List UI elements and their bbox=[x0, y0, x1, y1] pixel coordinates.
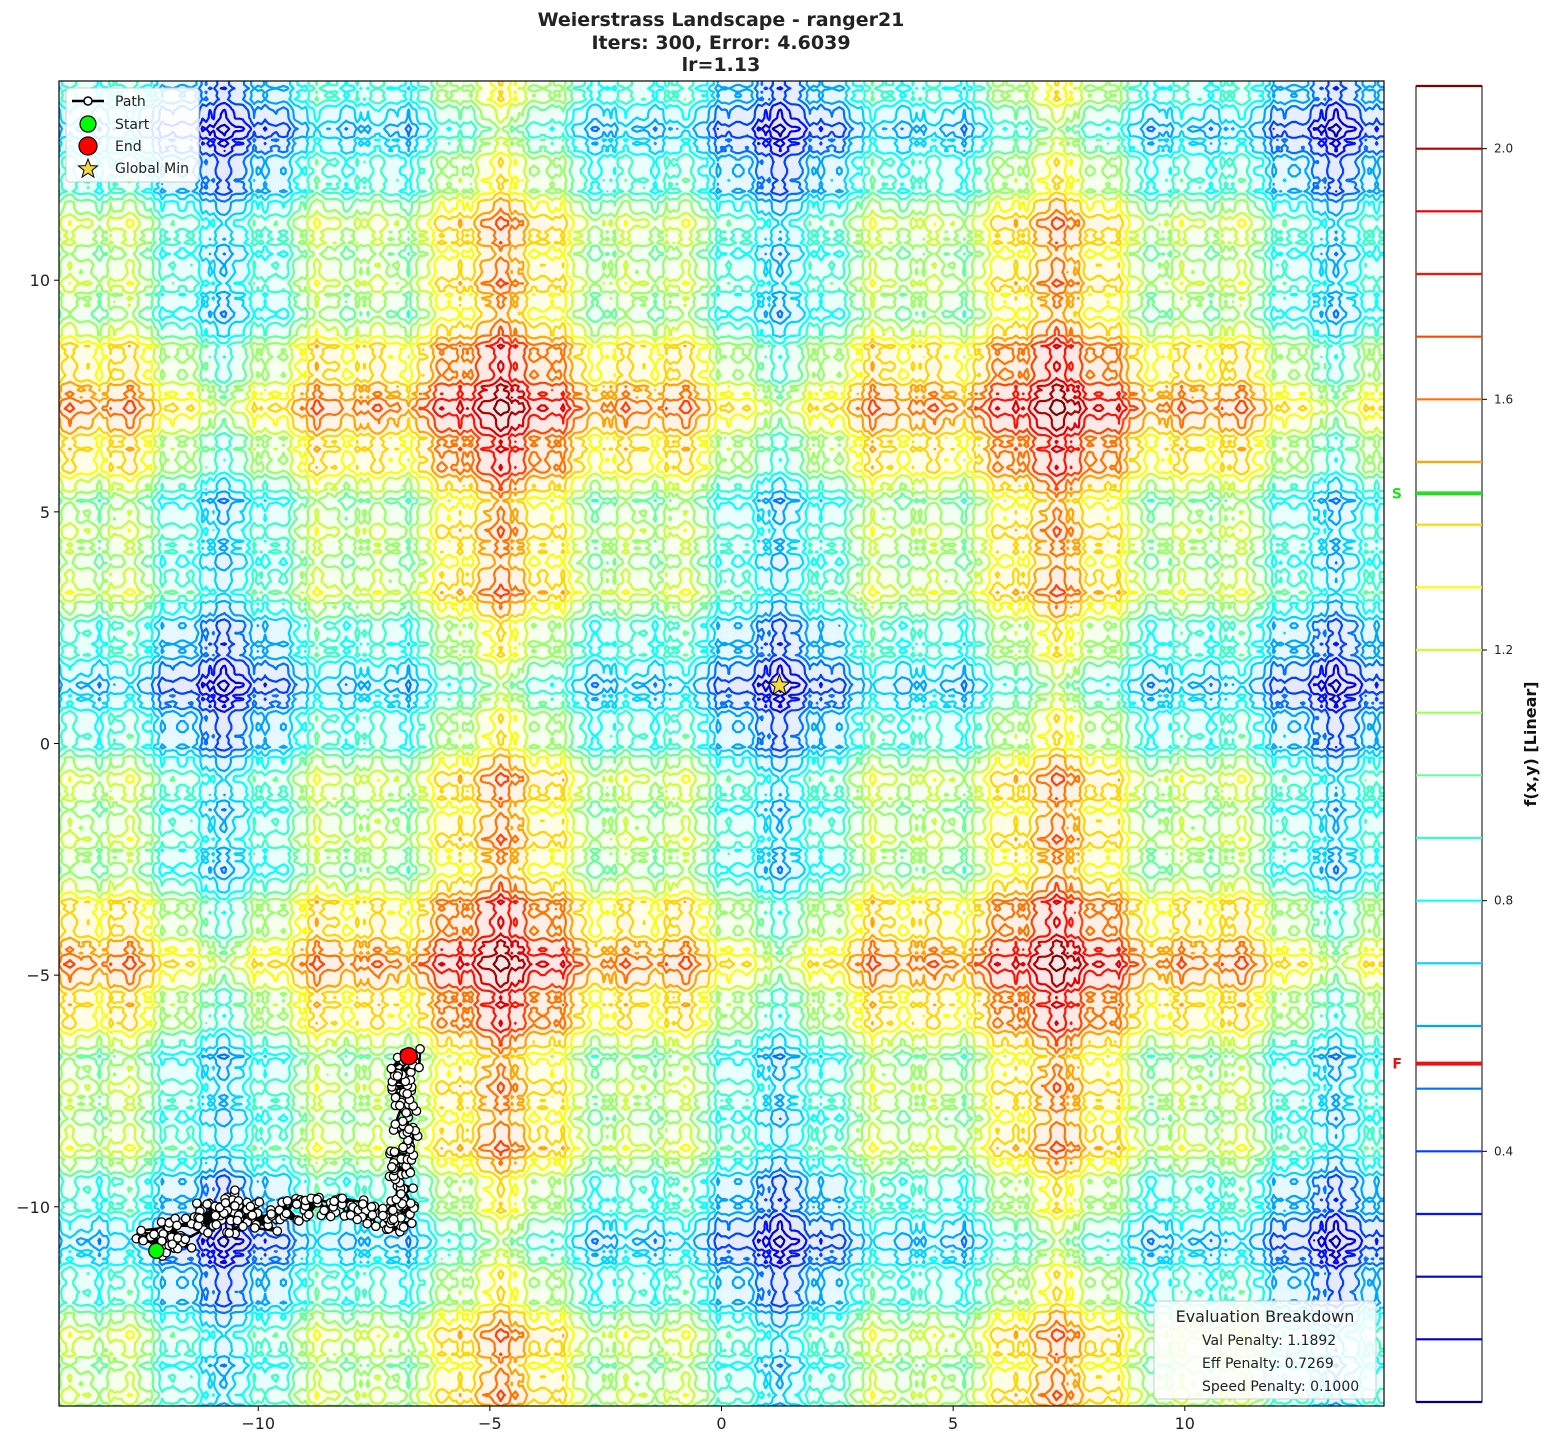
path-point bbox=[363, 1220, 371, 1228]
path-point bbox=[388, 1163, 396, 1171]
path-point bbox=[403, 1090, 411, 1098]
path-point bbox=[193, 1199, 201, 1207]
path-point bbox=[359, 1200, 367, 1208]
y-axis bbox=[16, 271, 59, 1217]
path-point bbox=[372, 1222, 380, 1230]
chart-title-line-1: Weierstrass Landscape - ranger21 bbox=[537, 9, 905, 31]
path-point bbox=[393, 1072, 401, 1080]
x-tick-label: 0 bbox=[716, 1414, 727, 1433]
path-point bbox=[173, 1221, 181, 1229]
path-point bbox=[390, 1148, 398, 1156]
plot-area bbox=[59, 81, 1384, 1406]
evaluation-eff-penalty: Eff Penalty: 0.7269 bbox=[1202, 1356, 1334, 1372]
chart-title-line-2: Iters: 300, Error: 4.6039 bbox=[591, 32, 851, 54]
path-point bbox=[305, 1210, 313, 1218]
legend-path-label: Path bbox=[115, 94, 146, 110]
path-point bbox=[389, 1206, 397, 1214]
legend-end-marker bbox=[79, 137, 97, 155]
end-marker bbox=[400, 1048, 417, 1065]
path-point bbox=[267, 1210, 275, 1218]
path-point bbox=[396, 1101, 404, 1109]
path-point bbox=[330, 1197, 338, 1205]
chart-title-line-3: lr=1.13 bbox=[681, 54, 761, 76]
path-point bbox=[231, 1202, 239, 1210]
path-point bbox=[182, 1214, 190, 1222]
y-tick-label: 5 bbox=[39, 502, 50, 522]
path-point bbox=[387, 1064, 395, 1072]
evaluation-title: Evaluation Breakdown bbox=[1175, 1307, 1355, 1326]
y-tick-label: −5 bbox=[26, 966, 50, 986]
path-point bbox=[221, 1199, 229, 1207]
start-marker bbox=[149, 1243, 164, 1258]
colorbar-label: f(x,y) [Linear] bbox=[1521, 681, 1540, 807]
path-point bbox=[139, 1237, 147, 1245]
path-point bbox=[353, 1215, 361, 1223]
path-point bbox=[196, 1214, 204, 1222]
path-point bbox=[225, 1229, 233, 1237]
path-point bbox=[283, 1197, 291, 1205]
colorbar-start-label: S bbox=[1391, 486, 1402, 503]
path-point bbox=[212, 1221, 220, 1229]
path-point bbox=[251, 1224, 259, 1232]
evaluation-val-penalty: Val Penalty: 1.1892 bbox=[1202, 1333, 1337, 1349]
path-point bbox=[408, 1219, 416, 1227]
x-axis bbox=[241, 1406, 1195, 1433]
path-point bbox=[416, 1045, 424, 1053]
path-point bbox=[397, 1190, 405, 1198]
colorbar-tick-label: 2.0 bbox=[1494, 141, 1514, 156]
legend-start-label: Start bbox=[115, 117, 150, 133]
path-point bbox=[389, 1215, 397, 1223]
path-point bbox=[402, 1109, 410, 1117]
path-point bbox=[406, 1169, 414, 1177]
path-point bbox=[293, 1200, 301, 1208]
colorbar-final-label: F bbox=[1392, 1056, 1402, 1073]
y-tick-label: 10 bbox=[29, 271, 50, 291]
evaluation-breakdown bbox=[1154, 1301, 1376, 1399]
path-point bbox=[239, 1222, 247, 1230]
path-point bbox=[368, 1211, 376, 1219]
legend bbox=[66, 88, 199, 182]
path-point bbox=[379, 1211, 387, 1219]
path-point bbox=[231, 1186, 239, 1194]
path-point bbox=[246, 1202, 254, 1210]
y-tick-label: 0 bbox=[39, 734, 50, 754]
path-point bbox=[409, 1184, 417, 1192]
path-point bbox=[187, 1244, 195, 1252]
path-point bbox=[282, 1209, 290, 1217]
colorbar-ticks bbox=[1482, 142, 1513, 1159]
path-point bbox=[203, 1200, 211, 1208]
path-point bbox=[248, 1211, 256, 1219]
x-tick-label: −5 bbox=[478, 1414, 502, 1433]
legend-end-label: End bbox=[115, 139, 142, 155]
path-point bbox=[399, 1223, 407, 1231]
colorbar-tick-label: 1.2 bbox=[1494, 643, 1514, 657]
path-point bbox=[211, 1212, 219, 1220]
path-point bbox=[405, 1125, 413, 1133]
x-tick-label: −10 bbox=[241, 1414, 276, 1433]
legend-start-marker bbox=[80, 116, 96, 132]
legend-global-min-label: Global Min bbox=[115, 161, 189, 177]
colorbar bbox=[1392, 86, 1540, 1402]
path-point bbox=[137, 1226, 145, 1234]
x-tick-label: 5 bbox=[948, 1414, 959, 1433]
evaluation-speed-penalty: Speed Penalty: 0.1000 bbox=[1202, 1379, 1360, 1395]
path-point bbox=[181, 1235, 189, 1243]
path-point bbox=[150, 1230, 158, 1238]
path-point bbox=[313, 1195, 321, 1203]
path-point bbox=[255, 1198, 263, 1206]
colorbar-tick-label: 0.8 bbox=[1494, 893, 1514, 908]
colorbar-frame bbox=[1416, 86, 1482, 1402]
colorbar-tick-label: 0.4 bbox=[1494, 1144, 1514, 1159]
path-point bbox=[273, 1227, 281, 1235]
path-point bbox=[367, 1203, 375, 1211]
y-tick-label: −10 bbox=[16, 1197, 50, 1217]
path-point bbox=[391, 1120, 399, 1128]
x-tick-label: 10 bbox=[1174, 1414, 1195, 1433]
path-point bbox=[327, 1212, 335, 1220]
legend-path-marker bbox=[84, 97, 92, 105]
colorbar-tick-label: 1.6 bbox=[1494, 392, 1514, 407]
path-point bbox=[415, 1063, 423, 1071]
path-point bbox=[338, 1194, 346, 1202]
path-point bbox=[407, 1199, 415, 1207]
